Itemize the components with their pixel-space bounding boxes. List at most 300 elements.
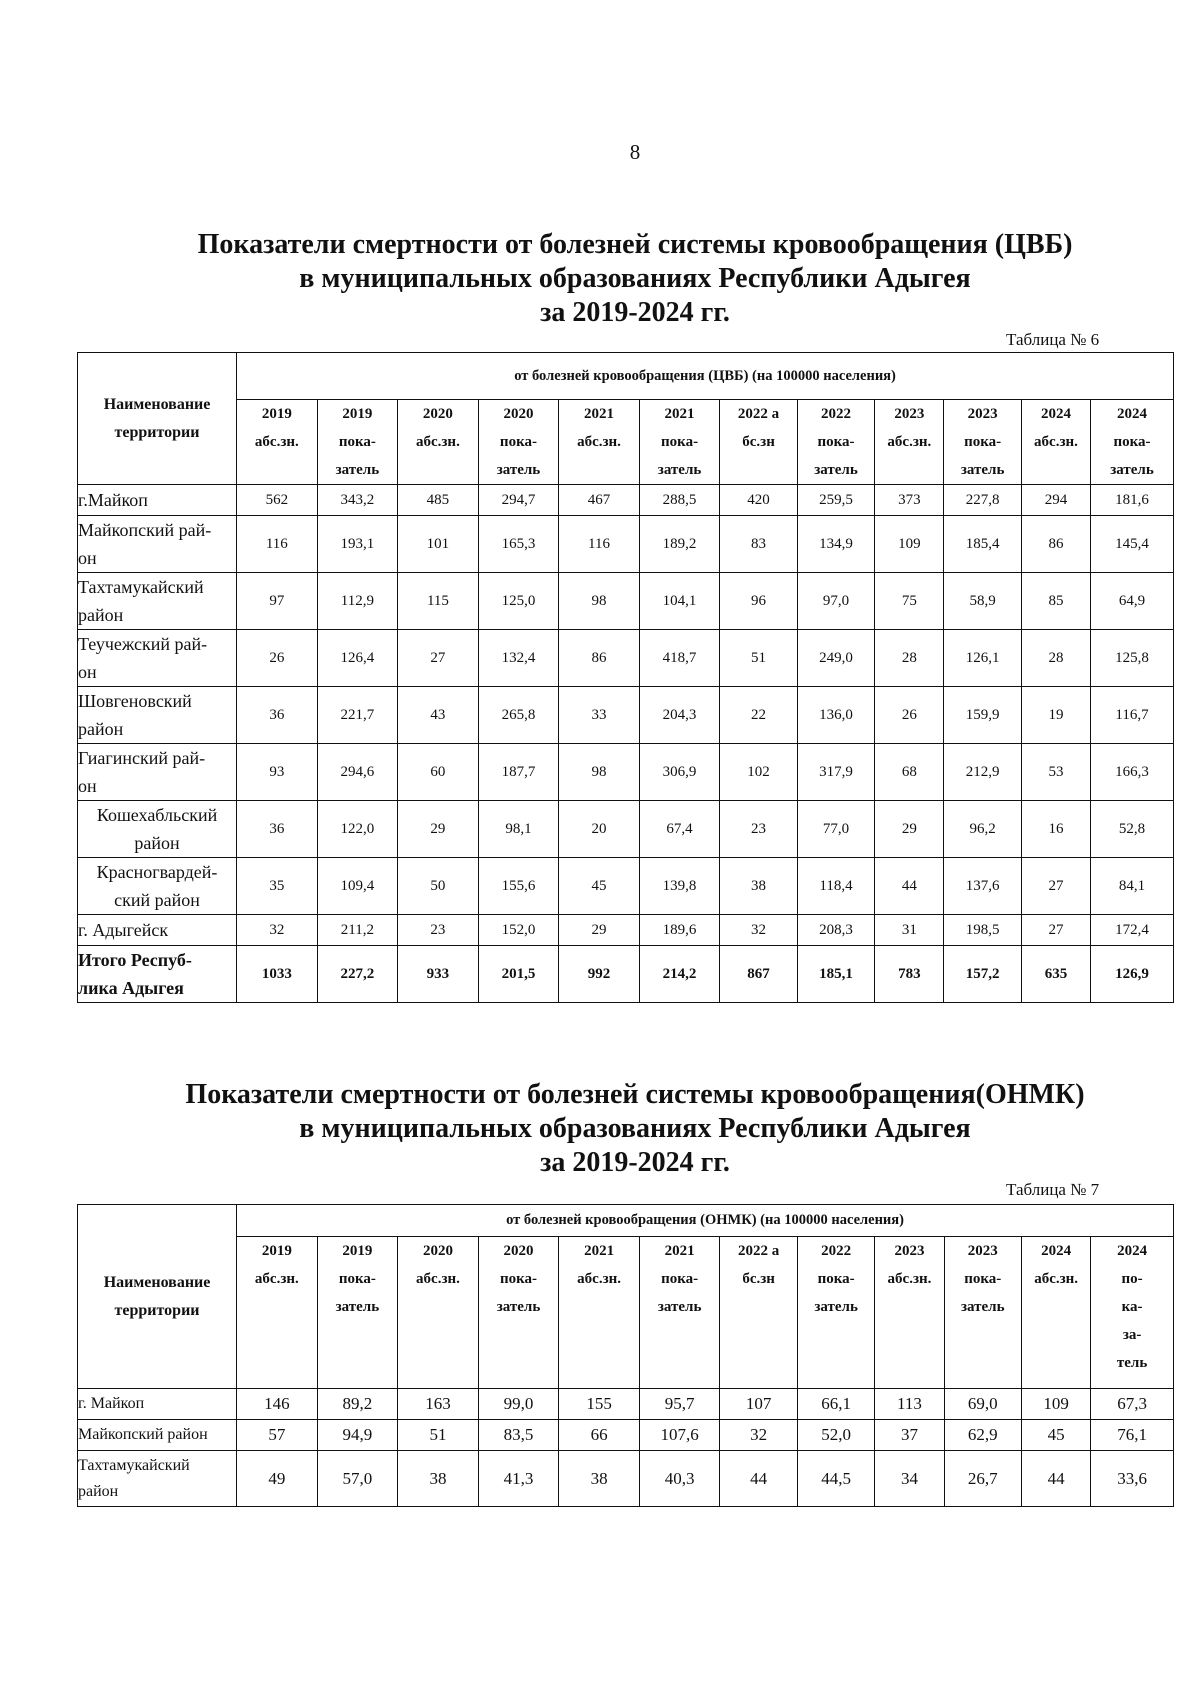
cell-value: 212,9 <box>944 744 1021 801</box>
table7 <box>77 1204 1174 1507</box>
cell-value: 155 <box>559 1389 640 1420</box>
table7-column-header-11-line-1: 2024 <box>1041 1243 1072 1259</box>
table6-column-header-8 <box>797 400 874 485</box>
cell-value: 288,5 <box>639 485 720 516</box>
cell-value: 62,9 <box>944 1420 1021 1451</box>
cell-value: 214,2 <box>639 946 720 1003</box>
table6-column-header-3 <box>398 400 479 485</box>
cell-value: 44,5 <box>797 1451 874 1507</box>
territory-name-line-1: Гиагинский рай- <box>78 748 206 768</box>
cell-value: 77,0 <box>797 801 874 858</box>
cell-value: 44 <box>1022 1451 1091 1507</box>
territory-name-line-1: Тахтамукайский <box>78 1456 190 1474</box>
cell-value: 134,9 <box>797 516 874 573</box>
cell-value: 96,2 <box>944 801 1021 858</box>
cell-value: 152,0 <box>478 915 559 946</box>
cell-value: 52,0 <box>797 1420 874 1451</box>
cell-value: 126,1 <box>944 630 1021 687</box>
table6-column-header-6-line-1: 2021 <box>664 406 695 422</box>
cell-value: 109 <box>875 516 944 573</box>
table6-column-header-9-line-2: абс.зн. <box>887 434 932 450</box>
cell-value: 26 <box>237 630 318 687</box>
cell-value: 27 <box>1021 858 1090 915</box>
cell-value: 27 <box>1021 915 1090 946</box>
table7-header-name <box>78 1205 237 1389</box>
cell-value: 66,1 <box>797 1389 874 1420</box>
cell-value: 93 <box>237 744 318 801</box>
table-row <box>78 1420 1174 1451</box>
cell-value: 118,4 <box>797 858 874 915</box>
cell-value: 99,0 <box>478 1389 559 1420</box>
cell-value: 69,0 <box>944 1389 1021 1420</box>
table7-column-header-6 <box>639 1237 720 1389</box>
cell-value: 373 <box>875 485 944 516</box>
table6-column-header-2-line-3: затель <box>335 462 380 478</box>
table6-column-header-2-line-2: пока- <box>338 434 376 450</box>
table6-column-header-5-line-1: 2021 <box>584 406 614 422</box>
territory-name-line-1: Итого Респуб- <box>78 950 192 970</box>
cell-value: 38 <box>398 1451 479 1507</box>
cell-value: 83 <box>720 516 797 573</box>
cell-value: 28 <box>1021 630 1090 687</box>
cell-value: 109,4 <box>317 858 398 915</box>
territory-name <box>78 1389 237 1420</box>
cell-value: 783 <box>875 946 944 1003</box>
cell-value: 116 <box>237 516 318 573</box>
cell-value: 97,0 <box>797 573 874 630</box>
cell-value: 867 <box>720 946 797 1003</box>
table7-column-header-11-line-2: абс.зн. <box>1034 1271 1079 1287</box>
cell-value: 635 <box>1021 946 1090 1003</box>
table7-column-header-6-line-3: затель <box>657 1299 702 1315</box>
cell-value: 89,2 <box>317 1389 398 1420</box>
cell-value: 33 <box>559 687 640 744</box>
cell-value: 67,4 <box>639 801 720 858</box>
table7-column-header-10 <box>944 1237 1021 1389</box>
table7-column-header-4-line-2: пока- <box>500 1271 538 1287</box>
table6-header-group: от болезней кровообращения (ЦВБ) (на 100000 населения) <box>237 353 1174 400</box>
territory-name <box>78 801 237 858</box>
table6-column-header-7-line-2: бс.зн <box>742 434 775 450</box>
table7-column-header-2-line-3: затель <box>335 1299 380 1315</box>
territory-name-line-2: район <box>134 833 180 853</box>
table7-column-header-5-line-1: 2021 <box>584 1243 615 1259</box>
table7-title-line-2: в муниципальных образованиях Республики Адыгея <box>299 1113 971 1144</box>
cell-value: 22 <box>720 687 797 744</box>
table6-header-name-line-1: Наименование <box>103 395 211 413</box>
cell-value: 136,0 <box>797 687 874 744</box>
territory-name <box>78 744 237 801</box>
table7-column-header-3-line-1: 2020 <box>422 1243 453 1259</box>
table6-column-header-10 <box>944 400 1021 485</box>
cell-value: 172,4 <box>1091 915 1174 946</box>
table7-column-header-12-line-5: тель <box>1116 1355 1148 1371</box>
cell-value: 35 <box>237 858 318 915</box>
cell-value: 29 <box>875 801 944 858</box>
cell-value: 165,3 <box>478 516 559 573</box>
cell-value: 116 <box>559 516 640 573</box>
table7-title-line-3: за 2019-2024 гг. <box>540 1147 730 1178</box>
cell-value: 98 <box>559 573 640 630</box>
cell-value: 107,6 <box>639 1420 720 1451</box>
table-row <box>78 573 1174 630</box>
cell-value: 126,4 <box>317 630 398 687</box>
cell-value: 187,7 <box>478 744 559 801</box>
table7-title <box>0 1078 1200 1180</box>
cell-value: 26,7 <box>944 1451 1021 1507</box>
cell-value: 32 <box>720 1420 797 1451</box>
cell-value: 34 <box>875 1451 944 1507</box>
cell-value: 104,1 <box>639 573 720 630</box>
table7-column-header-6-line-2: пока- <box>661 1271 699 1287</box>
table-row <box>78 744 1174 801</box>
table6-column-header-6 <box>639 400 720 485</box>
cell-value: 221,7 <box>317 687 398 744</box>
cell-value: 137,6 <box>944 858 1021 915</box>
table7-column-header-3-line-2: абс.зн. <box>416 1271 460 1287</box>
cell-value: 306,9 <box>639 744 720 801</box>
cell-value: 23 <box>398 915 479 946</box>
table-row <box>78 801 1174 858</box>
cell-value: 159,9 <box>944 687 1021 744</box>
table7-column-header-2-line-1: 2019 <box>342 1243 373 1259</box>
table7-column-header-12-line-4: за- <box>1122 1327 1142 1343</box>
cell-value: 343,2 <box>317 485 398 516</box>
territory-name <box>78 630 237 687</box>
territory-name-line-1: г. Майкоп <box>78 1395 145 1412</box>
cell-value: 50 <box>398 858 479 915</box>
table7-column-header-10-line-1: 2023 <box>967 1243 998 1259</box>
table7-column-header-1 <box>237 1237 318 1389</box>
cell-value: 102 <box>720 744 797 801</box>
cell-value: 418,7 <box>639 630 720 687</box>
table7-column-header-7-line-1: 2022 а <box>738 1243 780 1259</box>
cell-value: 23 <box>720 801 797 858</box>
page-number: 8 <box>629 140 641 164</box>
table6-column-header-2 <box>317 400 398 485</box>
territory-name-line-1: г. Адыгейск <box>78 920 169 940</box>
cell-value: 211,2 <box>317 915 398 946</box>
cell-value: 259,5 <box>797 485 874 516</box>
table6-number: Таблица № 6 <box>1006 330 1100 349</box>
table6-column-header-10-line-1: 2023 <box>967 406 998 422</box>
cell-value: 1033 <box>237 946 318 1003</box>
table6-column-header-2-line-1: 2019 <box>342 406 373 422</box>
table6-column-header-4-line-3: затель <box>496 462 541 478</box>
table6-column-header-4-line-1: 2020 <box>503 406 534 422</box>
table6-column-header-11 <box>1021 400 1090 485</box>
cell-value: 66 <box>559 1420 640 1451</box>
table6 <box>77 352 1174 1003</box>
territory-name-line-2: он <box>78 548 97 568</box>
cell-value: 43 <box>398 687 479 744</box>
table6-column-header-5 <box>559 400 640 485</box>
cell-value: 227,2 <box>317 946 398 1003</box>
cell-value: 126,9 <box>1091 946 1174 1003</box>
table7-column-header-6-line-1: 2021 <box>664 1243 695 1259</box>
cell-value: 294,7 <box>478 485 559 516</box>
territory-name-line-2: лика Адыгея <box>78 978 184 998</box>
territory-name-line-1: Теучежский рай- <box>78 634 208 654</box>
table-row <box>78 687 1174 744</box>
territory-name <box>78 946 237 1003</box>
cell-value: 33,6 <box>1091 1451 1174 1507</box>
table6-title-line-2: в муниципальных образованиях Республики Адыгея <box>299 263 971 294</box>
cell-value: 45 <box>1022 1420 1091 1451</box>
table6-title-line-3: за 2019-2024 гг. <box>540 297 730 328</box>
table6-title-line-1: Показатели смертности от болезней системы кровообращения (ЦВБ) <box>197 229 1073 260</box>
table6-column-header-5-line-2: абс.зн. <box>577 434 621 450</box>
table7-column-header-2 <box>317 1237 398 1389</box>
table7-column-header-8-line-1: 2022 <box>821 1243 852 1259</box>
table7-column-header-9-line-1: 2023 <box>894 1243 925 1259</box>
cell-value: 86 <box>1021 516 1090 573</box>
table7-column-header-11 <box>1022 1237 1091 1389</box>
table6-column-header-8-line-3: затель <box>814 462 858 478</box>
territory-name <box>78 516 237 573</box>
territory-name <box>78 687 237 744</box>
cell-value: 420 <box>720 485 797 516</box>
table7-column-header-1-line-1: 2019 <box>261 1243 292 1259</box>
cell-value: 44 <box>720 1451 797 1507</box>
table6-column-header-12 <box>1091 400 1174 485</box>
cell-value: 96 <box>720 573 797 630</box>
cell-value: 189,2 <box>639 516 720 573</box>
table6-column-header-6-line-3: затель <box>657 462 702 478</box>
territory-name-line-1: Майкопский рай- <box>78 520 212 540</box>
table6-column-header-6-line-2: пока- <box>661 434 699 450</box>
cell-value: 38 <box>559 1451 640 1507</box>
cell-value: 97 <box>237 573 318 630</box>
cell-value: 27 <box>398 630 479 687</box>
table6-title <box>0 228 1200 330</box>
cell-value: 51 <box>398 1420 479 1451</box>
cell-value: 64,9 <box>1091 573 1174 630</box>
cell-value: 83,5 <box>478 1420 559 1451</box>
cell-value: 16 <box>1021 801 1090 858</box>
cell-value: 189,6 <box>639 915 720 946</box>
cell-value: 992 <box>559 946 640 1003</box>
cell-value: 41,3 <box>478 1451 559 1507</box>
territory-name-line-2: он <box>78 776 97 796</box>
cell-value: 125,8 <box>1091 630 1174 687</box>
table7-column-header-8 <box>797 1237 874 1389</box>
cell-value: 67,3 <box>1091 1389 1174 1420</box>
cell-value: 204,3 <box>639 687 720 744</box>
cell-value: 84,1 <box>1091 858 1174 915</box>
cell-value: 57 <box>237 1420 318 1451</box>
cell-value: 32 <box>237 915 318 946</box>
table-row <box>78 858 1174 915</box>
cell-value: 193,1 <box>317 516 398 573</box>
cell-value: 294 <box>1021 485 1090 516</box>
territory-name-line-2: район <box>78 1482 119 1500</box>
cell-value: 45 <box>559 858 640 915</box>
table7-column-header-10-line-3: затель <box>961 1299 1005 1315</box>
cell-value: 139,8 <box>639 858 720 915</box>
cell-value: 19 <box>1021 687 1090 744</box>
table-row <box>78 630 1174 687</box>
table6-column-header-11-line-2: абс.зн. <box>1034 434 1078 450</box>
table7-column-header-4-line-1: 2020 <box>503 1243 534 1259</box>
table7-column-header-2-line-2: пока- <box>338 1271 376 1287</box>
cell-value: 109 <box>1022 1389 1091 1420</box>
table6-column-header-12-line-2: пока- <box>1113 434 1151 450</box>
cell-value: 98,1 <box>478 801 559 858</box>
table7-column-header-7 <box>720 1237 797 1389</box>
table7-column-header-9-line-2: абс.зн. <box>887 1271 932 1287</box>
table6-column-header-7-line-1: 2022 а <box>737 406 780 422</box>
table7-body <box>78 1389 1174 1507</box>
table6-column-headers <box>78 400 1174 485</box>
territory-name <box>78 1420 237 1451</box>
cell-value: 85 <box>1021 573 1090 630</box>
table6-column-header-1 <box>237 400 318 485</box>
cell-value: 86 <box>559 630 640 687</box>
cell-value: 317,9 <box>797 744 874 801</box>
table7-column-header-3 <box>398 1237 479 1389</box>
table-row <box>78 485 1174 516</box>
cell-value: 101 <box>398 516 479 573</box>
table6-header-name-line-2: территории <box>114 423 200 441</box>
cell-value: 68 <box>875 744 944 801</box>
table6-column-header-8-line-2: пока- <box>817 434 855 450</box>
cell-value: 44 <box>875 858 944 915</box>
cell-value: 40,3 <box>639 1451 720 1507</box>
cell-value: 265,8 <box>478 687 559 744</box>
cell-value: 94,9 <box>317 1420 398 1451</box>
table6-column-header-1-line-2: абс.зн. <box>254 434 299 450</box>
cell-value: 113 <box>875 1389 944 1420</box>
table6-column-header-12-line-1: 2024 <box>1117 406 1148 422</box>
table6-body <box>78 485 1174 1003</box>
cell-value: 115 <box>398 573 479 630</box>
table6-column-header-12-line-3: затель <box>1110 462 1154 478</box>
cell-value: 116,7 <box>1091 687 1174 744</box>
cell-value: 28 <box>875 630 944 687</box>
table6-header-name <box>78 353 237 485</box>
table-row <box>78 946 1174 1003</box>
cell-value: 38 <box>720 858 797 915</box>
cell-value: 122,0 <box>317 801 398 858</box>
cell-value: 58,9 <box>944 573 1021 630</box>
cell-value: 146 <box>237 1389 318 1420</box>
cell-value: 467 <box>559 485 640 516</box>
territory-name-line-2: район <box>78 719 124 739</box>
cell-value: 185,4 <box>944 516 1021 573</box>
table7-column-header-5-line-2: абс.зн. <box>577 1271 621 1287</box>
table7-column-header-8-line-2: пока- <box>817 1271 855 1287</box>
cell-value: 485 <box>398 485 479 516</box>
table6-column-header-4-line-2: пока- <box>499 434 537 450</box>
table6-column-header-10-line-3: затель <box>960 462 1005 478</box>
cell-value: 208,3 <box>797 915 874 946</box>
table6-column-header-11-line-1: 2024 <box>1040 406 1071 422</box>
territory-name-line-1: Шовгеновский <box>78 691 192 711</box>
table7-header-name-line-2: территории <box>114 1301 200 1319</box>
cell-value: 201,5 <box>478 946 559 1003</box>
table7-header-name-line-1: Наименование <box>103 1273 211 1291</box>
table7-number: Таблица № 7 <box>1006 1180 1100 1199</box>
cell-value: 181,6 <box>1091 485 1174 516</box>
territory-name-line-1: Тахтамукайский <box>78 577 204 597</box>
cell-value: 29 <box>559 915 640 946</box>
cell-value: 185,1 <box>797 946 874 1003</box>
cell-value: 132,4 <box>478 630 559 687</box>
table7-column-header-12 <box>1091 1237 1174 1389</box>
table6-column-header-1-line-1: 2019 <box>261 406 292 422</box>
territory-name-line-1: Красногвардей- <box>96 862 218 882</box>
cell-value: 98 <box>559 744 640 801</box>
territory-name-line-1: г.Майкоп <box>78 490 148 510</box>
table7-column-header-10-line-2: пока- <box>964 1271 1002 1287</box>
table7-column-header-12-line-2: по- <box>1121 1271 1143 1287</box>
cell-value: 107 <box>720 1389 797 1420</box>
table-row <box>78 915 1174 946</box>
cell-value: 75 <box>875 573 944 630</box>
cell-value: 57,0 <box>317 1451 398 1507</box>
table7-column-header-5 <box>559 1237 640 1389</box>
cell-value: 166,3 <box>1091 744 1174 801</box>
cell-value: 31 <box>875 915 944 946</box>
territory-name-line-1: Майкопский район <box>78 1426 208 1443</box>
cell-value: 125,0 <box>478 573 559 630</box>
table-row <box>78 1389 1174 1420</box>
territory-name-line-2: он <box>78 662 97 682</box>
cell-value: 198,5 <box>944 915 1021 946</box>
cell-value: 20 <box>559 801 640 858</box>
table7-column-header-7-line-2: бс.зн <box>742 1271 775 1287</box>
cell-value: 29 <box>398 801 479 858</box>
territory-name-line-2: ский район <box>114 890 200 910</box>
territory-name-line-1: Кошехабльский <box>96 805 218 825</box>
territory-name <box>78 485 237 516</box>
table7-column-header-1-line-2: абс.зн. <box>254 1271 299 1287</box>
territory-name <box>78 573 237 630</box>
table6-column-header-10-line-2: пока- <box>964 434 1002 450</box>
table6-column-header-8-line-1: 2022 <box>821 406 851 422</box>
table6-column-header-7 <box>720 400 797 485</box>
cell-value: 76,1 <box>1091 1420 1174 1451</box>
table7-column-header-9 <box>875 1237 944 1389</box>
territory-name <box>78 915 237 946</box>
table-row <box>78 516 1174 573</box>
territory-name-line-2: район <box>78 605 124 625</box>
table6-column-header-9 <box>875 400 944 485</box>
table7-column-header-4-line-3: затель <box>496 1299 541 1315</box>
cell-value: 49 <box>237 1451 318 1507</box>
table6-column-header-3-line-1: 2020 <box>422 406 453 422</box>
table7-column-header-4 <box>478 1237 559 1389</box>
cell-value: 32 <box>720 915 797 946</box>
table-row <box>78 1451 1174 1507</box>
table6-column-header-3-line-2: абс.зн. <box>416 434 460 450</box>
cell-value: 51 <box>720 630 797 687</box>
territory-name <box>78 1451 237 1507</box>
cell-value: 163 <box>398 1389 479 1420</box>
cell-value: 37 <box>875 1420 944 1451</box>
cell-value: 112,9 <box>317 573 398 630</box>
cell-value: 95,7 <box>639 1389 720 1420</box>
cell-value: 26 <box>875 687 944 744</box>
table6-column-header-9-line-1: 2023 <box>894 406 925 422</box>
table7-header-group: от болезней кровообращения (ОНМК) (на 100000 населения) <box>237 1205 1174 1237</box>
cell-value: 157,2 <box>944 946 1021 1003</box>
cell-value: 52,8 <box>1091 801 1174 858</box>
cell-value: 249,0 <box>797 630 874 687</box>
cell-value: 227,8 <box>944 485 1021 516</box>
table7-column-headers <box>78 1237 1174 1389</box>
